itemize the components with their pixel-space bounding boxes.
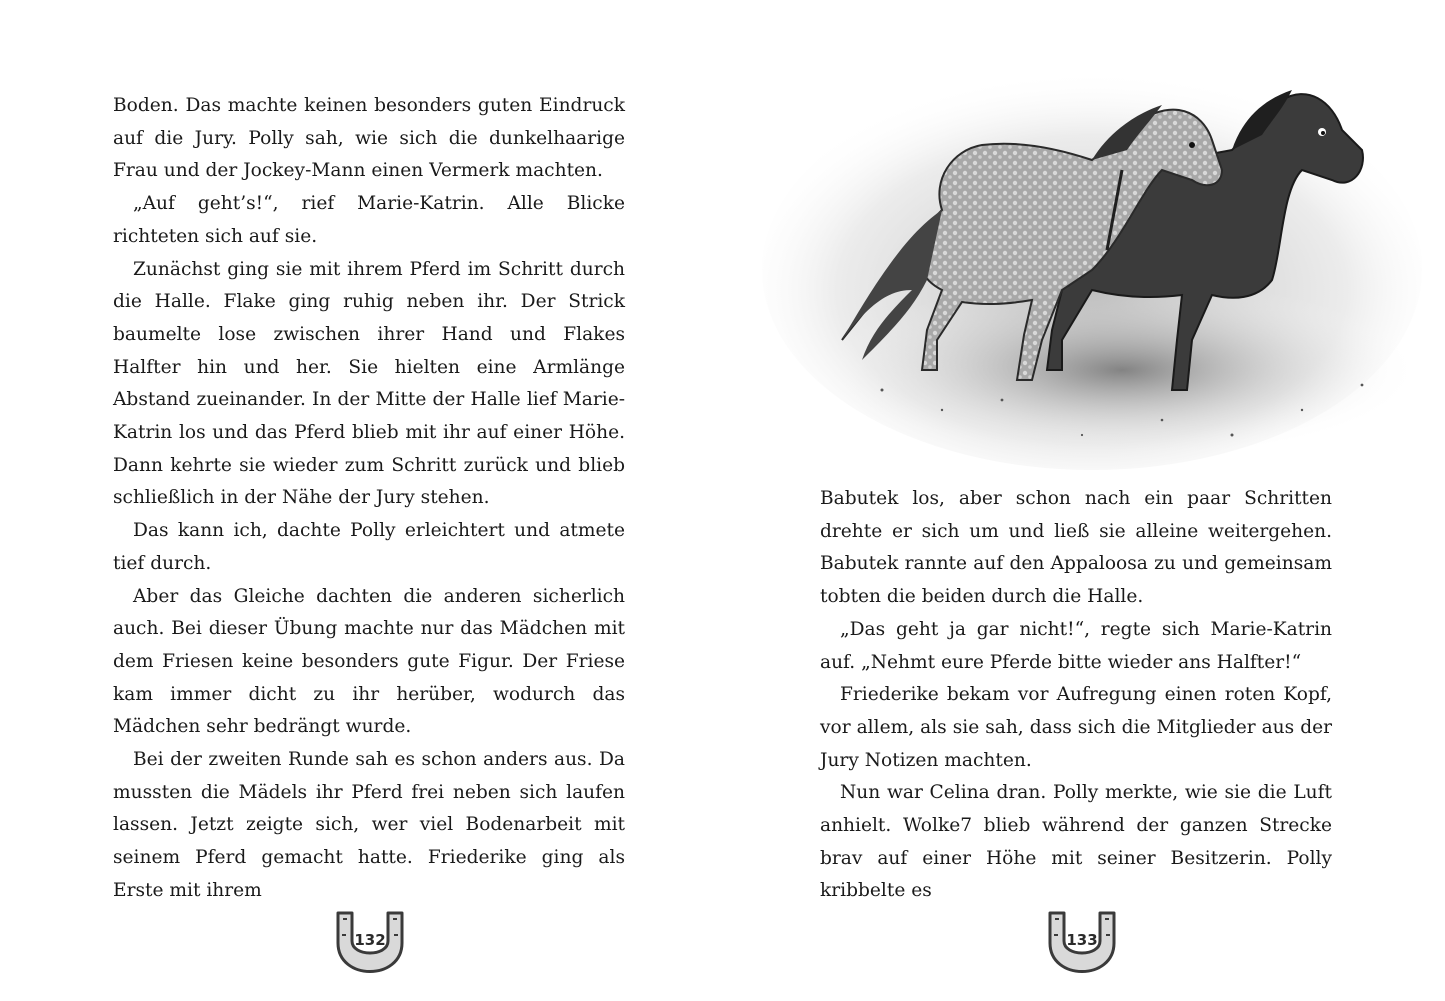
paragraph: Nun war Celina dran. Polly merkte, wie sie die Luft anhielt. Wolke7 blieb während der ganzen Strecke brav auf einer Höhe mit seiner Besitzerin. Polly kribbelte es [820, 782, 1332, 902]
paragraph: Friederike bekam vor Aufregung einen roten Kopf, vor allem, als sie sah, dass sich die Mitglieder aus der Jury Notizen machten. [820, 684, 1332, 771]
paragraph: „Das geht ja gar nicht!“, regte sich Marie-Katrin auf. „Nehmt eure Pferde bitte wieder ans Halfter!“ [820, 618, 1332, 673]
paragraph: Babutek los, aber schon nach ein paar Schritten drehte er sich um und ließ sie alleine weitergehen. Babutek rannte auf den Appaloosa zu und gemeinsam tobten die beiden durch die Halle. [820, 488, 1332, 608]
left-page-text [113, 90, 625, 908]
paragraph: Bei der zweiten Runde sah es schon anders aus. Da mussten die Mädels ihr Pferd frei neben sich laufen lassen. Jetzt zeigte sich, wer viel Bodenarbeit mit seinem Pferd gemacht hatte. Friederike ging als Erste mit ihrem [113, 749, 625, 901]
right-page-text [820, 483, 1332, 908]
paragraph: Zunächst ging sie mit ihrem Pferd im Schritt durch die Halle. Flake ging ruhig neben ihr. Der Strick baumelte lose zwischen ihrer Hand und Flakes Halfter hin und her. Sie hielten eine Armlänge Abstand zueinander. In der Mitte der Halle lief Marie-Katrin los und das Pferd blieb mit ihr auf einer Höhe. Dann kehrte sie wieder zum Schritt zurück und blieb schließlich in der Nähe der Jury stehen. [113, 258, 625, 509]
page-number-badge [330, 905, 410, 985]
page-number-badge [1042, 905, 1122, 985]
paragraph: „Auf geht’s!“, rief Marie-Katrin. Alle Blicke richteten sich auf sie. [113, 193, 625, 247]
paragraph: Das kann ich, dachte Polly erleichtert und atmete tief durch. [113, 520, 625, 574]
page-number: 132 [354, 931, 386, 949]
left-page [0, 0, 722, 1001]
right-page [722, 0, 1445, 1001]
paragraph: Boden. Das machte keinen besonders guten Eindruck auf die Jury. Polly sah, wie sich die dunkelhaarige Frau und der Jockey-Mann einen Vermerk machten. [113, 95, 625, 182]
two-galloping-horses-illustration [762, 40, 1422, 480]
page-number: 133 [1066, 931, 1098, 949]
paragraph: Aber das Gleiche dachten die anderen sicherlich auch. Bei dieser Übung machte nur das Mädchen mit dem Friesen keine besonders gute Figur. Der Friese kam immer dicht zu ihr herüber, wodurch das Mädchen sehr bedrängt wurde. [113, 585, 625, 738]
